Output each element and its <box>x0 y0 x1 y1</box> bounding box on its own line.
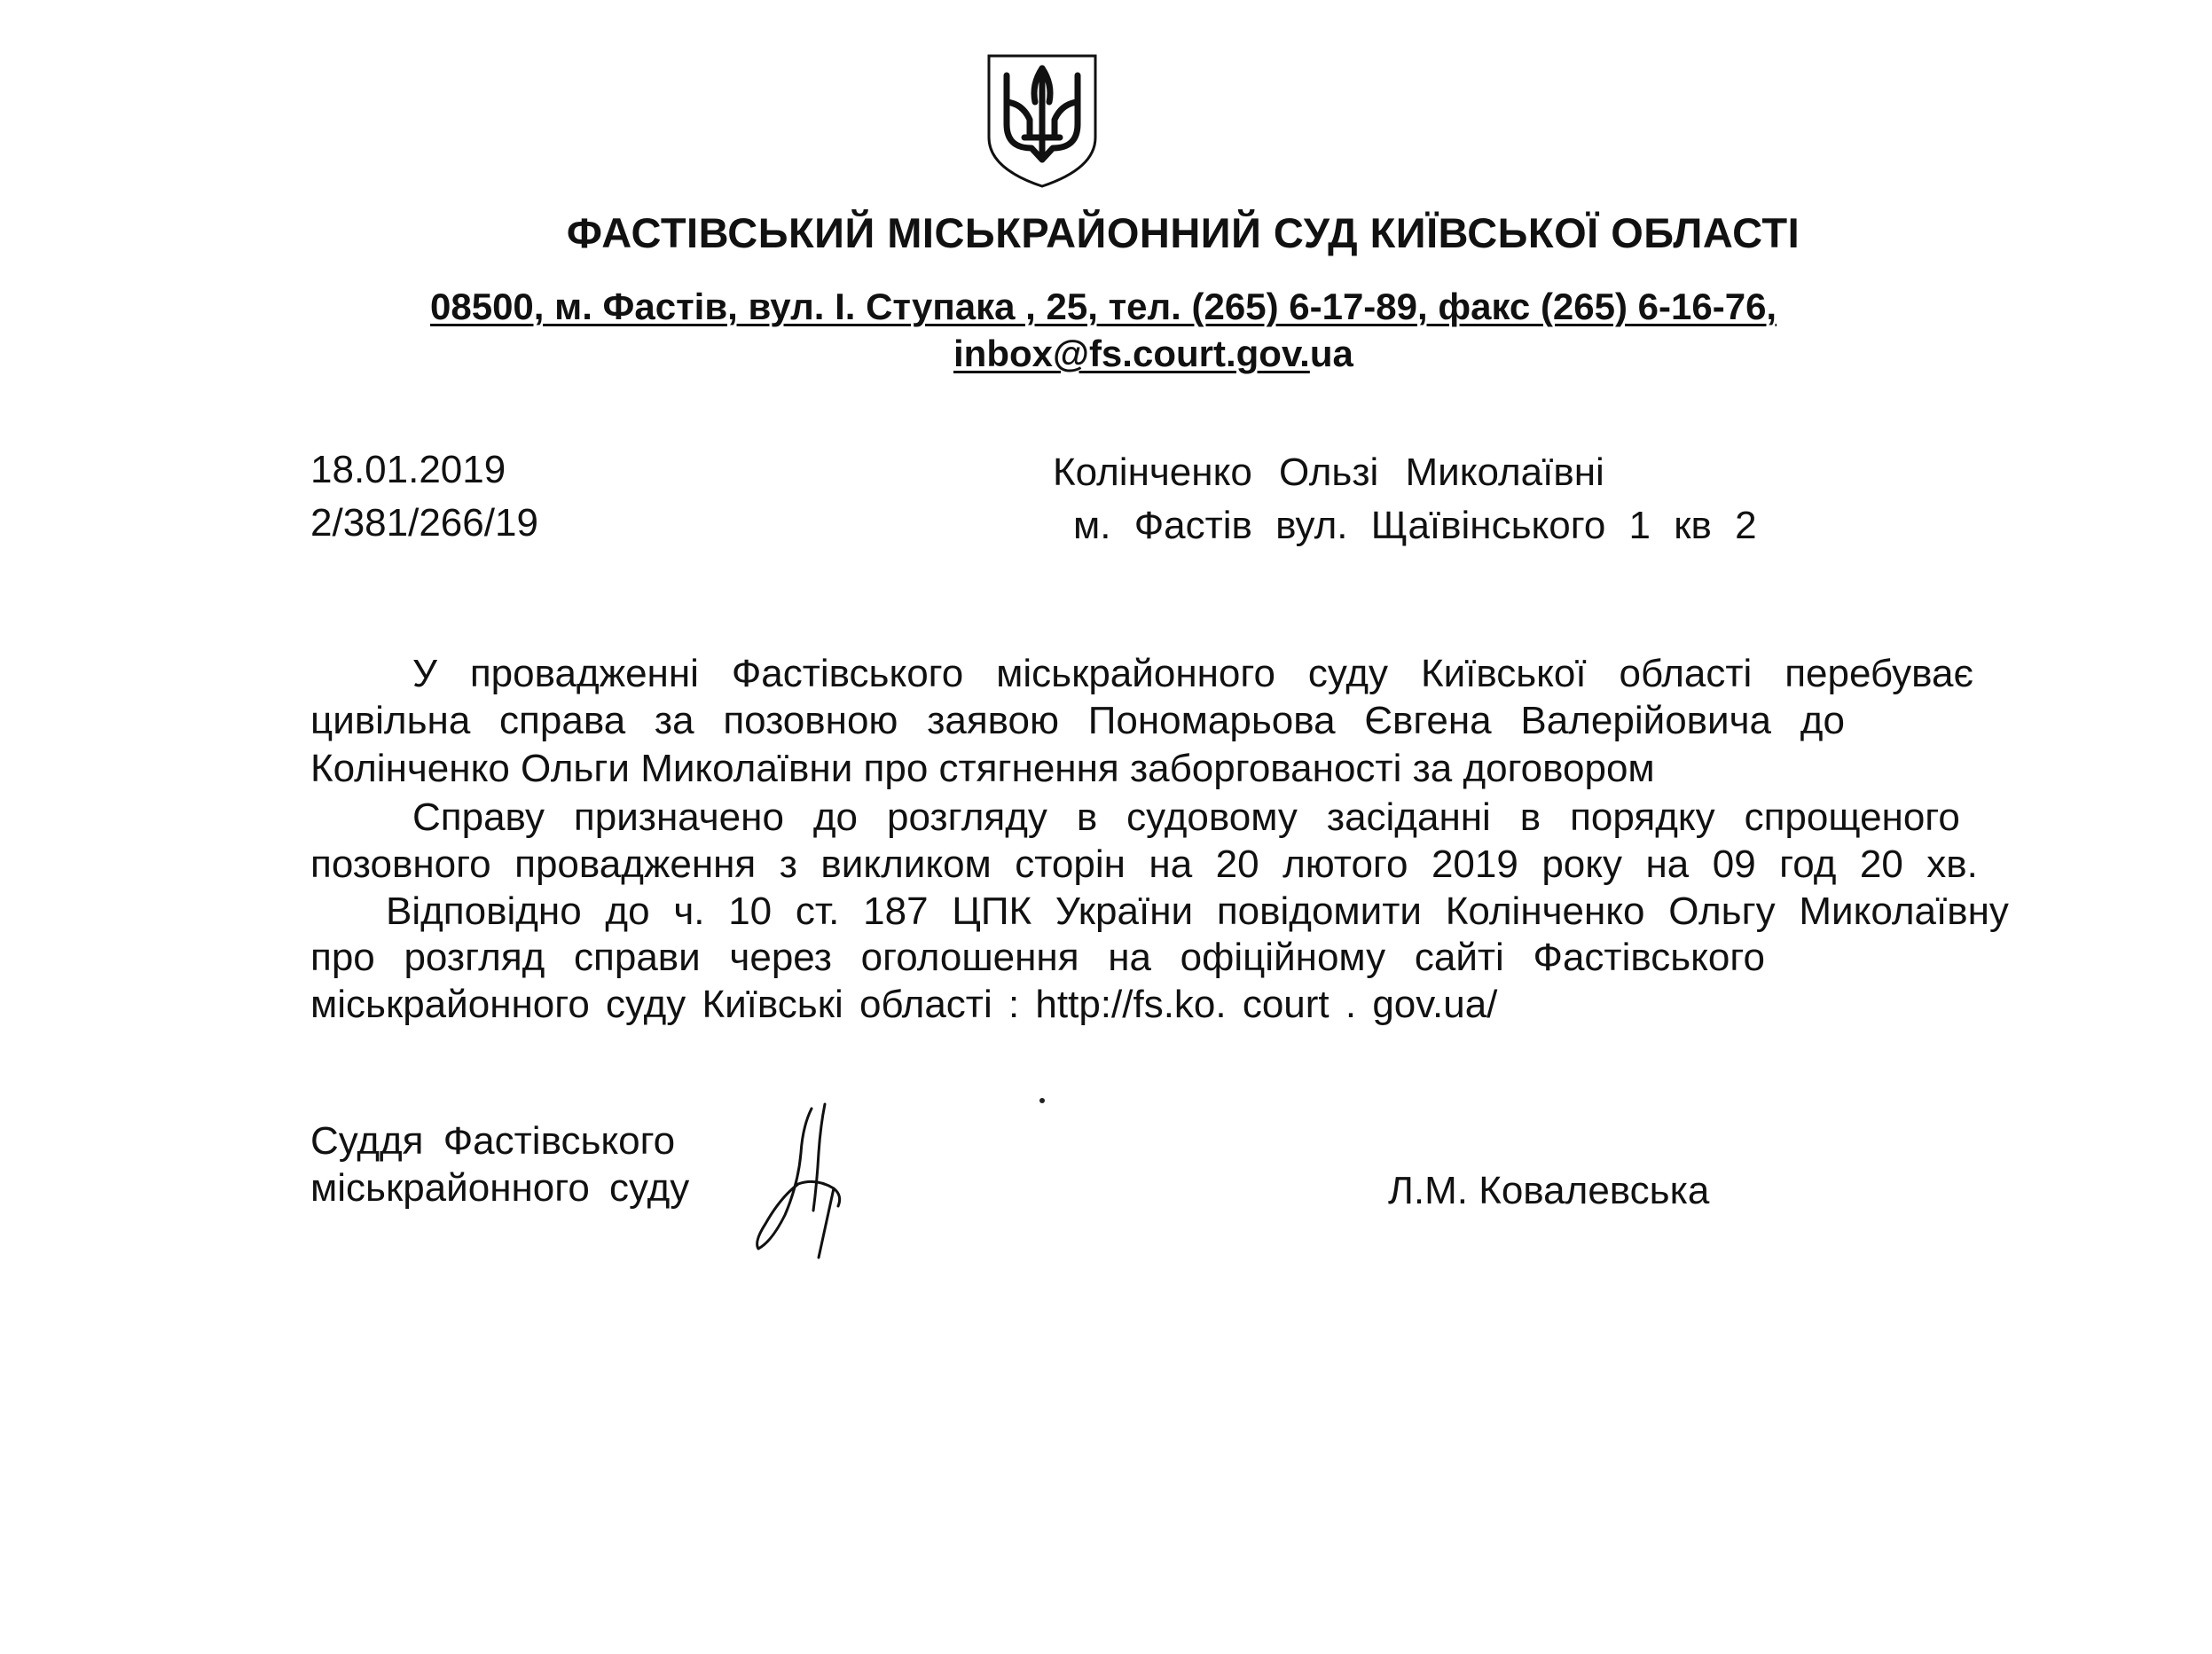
body-word: в <box>1076 796 1098 839</box>
body-word: сайті <box>1414 936 1504 979</box>
body-word: 187 <box>863 890 929 933</box>
judge-title-line-1: Суддя Фастівського <box>310 1119 676 1163</box>
body-word: на <box>1108 936 1151 979</box>
body-word: призначено <box>573 796 784 839</box>
body-word: області <box>1619 652 1753 695</box>
court-name-text: ФАСТІВСЬКИЙ МІСЬКРАЙОННИЙ СУД КИЇВСЬКОЇ ОБЛАСТІ <box>566 209 1800 256</box>
body-word: провадження <box>514 843 757 886</box>
body-word: з <box>779 843 797 886</box>
judge-name: Л.М. Ковалевська <box>1388 1169 1710 1212</box>
body-word: на <box>1645 843 1690 886</box>
body-word: позовною <box>723 699 898 742</box>
body-word: до <box>1800 699 1845 742</box>
judge-title-line-2: міськрайонного суду <box>310 1166 690 1210</box>
body-word: 2019 <box>1431 843 1518 886</box>
body-word: повідомити <box>1216 890 1422 933</box>
body-line-7 <box>310 936 1765 980</box>
court-email[interactable] <box>953 333 1353 375</box>
body-word: 20 <box>1859 843 1903 886</box>
body-word: ч. <box>673 890 705 933</box>
body-line-3: Колінченко Ольги Миколаївни про стягнення заборгованості за договором <box>310 747 1655 790</box>
body-word: Пономарьова <box>1087 699 1336 742</box>
body-word: засіданні <box>1326 796 1491 839</box>
body-word: на <box>1149 843 1193 886</box>
body-word: цивільна <box>310 699 471 742</box>
body-word: 20 <box>1215 843 1259 886</box>
body-word: ст. <box>795 890 840 933</box>
body-word: провадженні <box>469 652 699 695</box>
body-word: розгляду <box>886 796 1047 839</box>
body-word: Київської <box>1420 652 1587 695</box>
body-word: заявою <box>927 699 1060 742</box>
body-word: судовому <box>1126 796 1298 839</box>
body-line-8: міськрайонного суду Київські області : http://fs.ko. court . gov.ua/ <box>310 983 1498 1026</box>
body-word: перебуває <box>1785 652 1973 695</box>
body-word: хв. <box>1926 843 1978 886</box>
body-word: Справу <box>412 796 545 839</box>
body-word: сторін <box>1015 843 1126 886</box>
body-word: порядку <box>1570 796 1715 839</box>
body-word: лютого <box>1282 843 1408 886</box>
body-word: України <box>1055 890 1194 933</box>
body-word: Миколаївну <box>1799 890 2009 933</box>
body-word: Ольгу <box>1668 890 1776 933</box>
body-word: міськрайонного <box>996 652 1275 695</box>
body-word: позовного <box>310 843 491 886</box>
body-line-6 <box>386 890 2009 934</box>
body-word: за <box>654 699 694 742</box>
body-line-4 <box>412 796 1960 840</box>
body-word: Фастівського <box>731 652 964 695</box>
body-word: Валерійовича <box>1520 699 1772 742</box>
trident-coat-of-arms-icon <box>980 49 1104 191</box>
body-word: року <box>1541 843 1622 886</box>
body-word: через <box>729 936 832 979</box>
body-word: в <box>1519 796 1541 839</box>
court-address: 08500, м. Фастів, вул. І. Ступака , 25, тел. (265) 6-17-89, факс (265) 6-16-76, <box>430 286 1777 327</box>
body-word: Відповідно <box>386 890 582 933</box>
body-word: Колінченко <box>1445 890 1645 933</box>
body-word: У <box>412 652 437 695</box>
court-name <box>0 208 2212 257</box>
body-word: суду <box>1307 652 1389 695</box>
case-number: 2/381/266/19 <box>310 501 538 545</box>
body-word: спрощеного <box>1744 796 1960 839</box>
body-word: ЦПК <box>952 890 1032 933</box>
ink-dot <box>1039 1098 1045 1103</box>
body-word: 09 <box>1712 843 1756 886</box>
body-line-5 <box>310 843 1978 887</box>
handwritten-signature <box>749 1100 865 1259</box>
court-email-link[interactable]: inbox@fs.court.gov. <box>953 333 1310 374</box>
court-email-suffix: ua <box>1309 333 1353 374</box>
body-line-2 <box>310 699 1845 743</box>
body-word: Євгена <box>1364 699 1492 742</box>
body-word: Фастівського <box>1533 936 1765 979</box>
body-word: розгляд <box>404 936 545 979</box>
letter-date: 18.01.2019 <box>310 448 506 491</box>
recipient-name: Колінченко Ользі Миколаївні <box>1053 451 1604 494</box>
body-word: до <box>812 796 859 839</box>
body-word: год <box>1779 843 1837 886</box>
recipient-address: м. Фастів вул. Щаївінського 1 кв 2 <box>1073 504 1757 547</box>
body-word: про <box>310 936 375 979</box>
body-line-1 <box>412 652 1973 696</box>
body-word: справи <box>574 936 701 979</box>
body-word: справа <box>499 699 626 742</box>
body-word: 10 <box>728 890 773 933</box>
body-word: до <box>605 890 650 933</box>
body-word: офіційному <box>1180 936 1386 979</box>
body-word: викликом <box>820 843 992 886</box>
body-word: оголошення <box>860 936 1079 979</box>
